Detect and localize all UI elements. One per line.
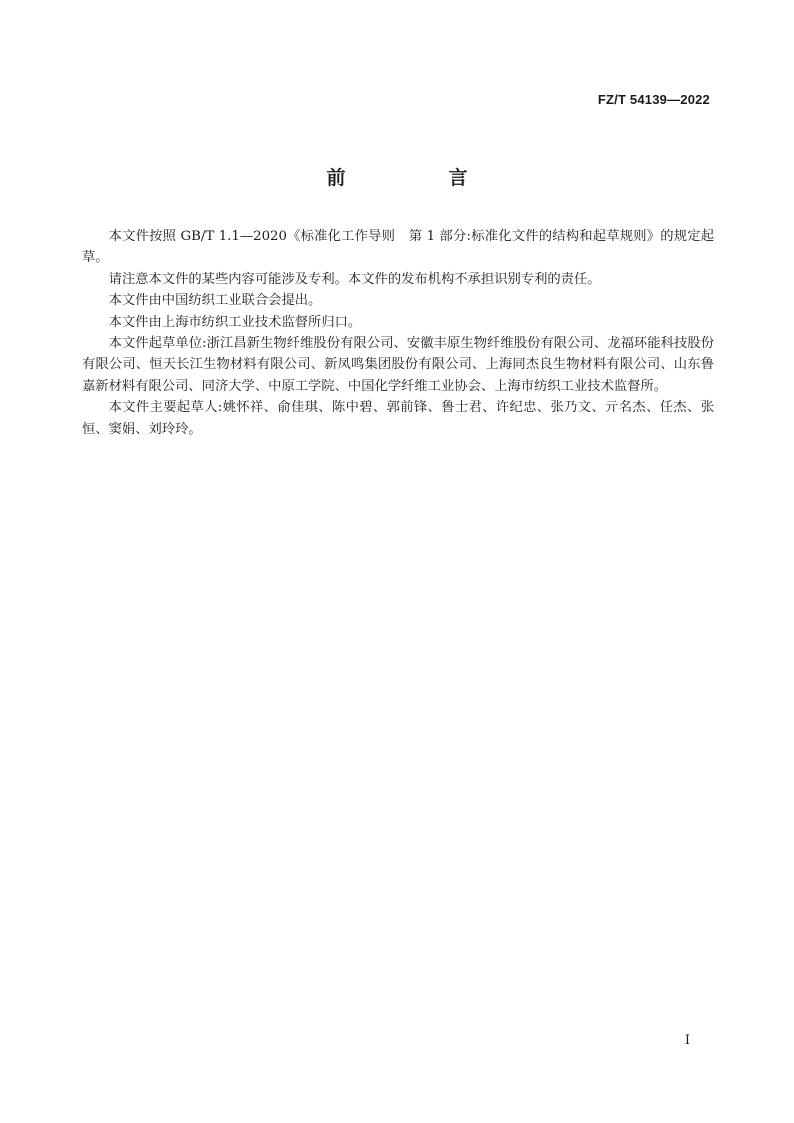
standard-code: FZ/T 54139—2022 (597, 92, 710, 107)
paragraph-proposer: 本文件由中国纺织工业联合会提出。 (108, 293, 322, 309)
page-title: 前 言 (326, 167, 510, 189)
paragraph-patent-notice: 请注意本文件的某些内容可能涉及专利。本文件的发布机构不承担识别专利的责任。 (108, 271, 601, 287)
page-number: I (684, 1033, 690, 1048)
paragraph-drafting-units: 本文件起草单位:浙江昌新生物纤维股份有限公司、安徽丰原生物纤维股份有限公司、龙福环能科技股份有限公司、恒天长江生物材料有限公司、新凤鸣集团股份有限公司、上海同杰良生物材料有限公司、山东鲁嘉新材料有限公司、同济大学、中原工学院、中国化学纤维工业协会、上海市纺织工业技术监督所。 (82, 336, 714, 394)
foreword-body (82, 226, 714, 440)
paragraph-drafting-rules: 本文件按照 GB/T 1.1—2020《标准化工作导则 第 1 部分:标准化文件的结构和起草规则》的规定起草。 (82, 229, 714, 266)
paragraph-drafters: 本文件主要起草人:姚怀祥、俞佳琪、陈中碧、郭前锋、鲁士君、许纪忠、张乃文、亓名杰、任杰、张恒、窦娟、刘玲玲。 (82, 400, 714, 437)
paragraph-administrator: 本文件由上海市纺织工业技术监督所归口。 (108, 314, 362, 330)
